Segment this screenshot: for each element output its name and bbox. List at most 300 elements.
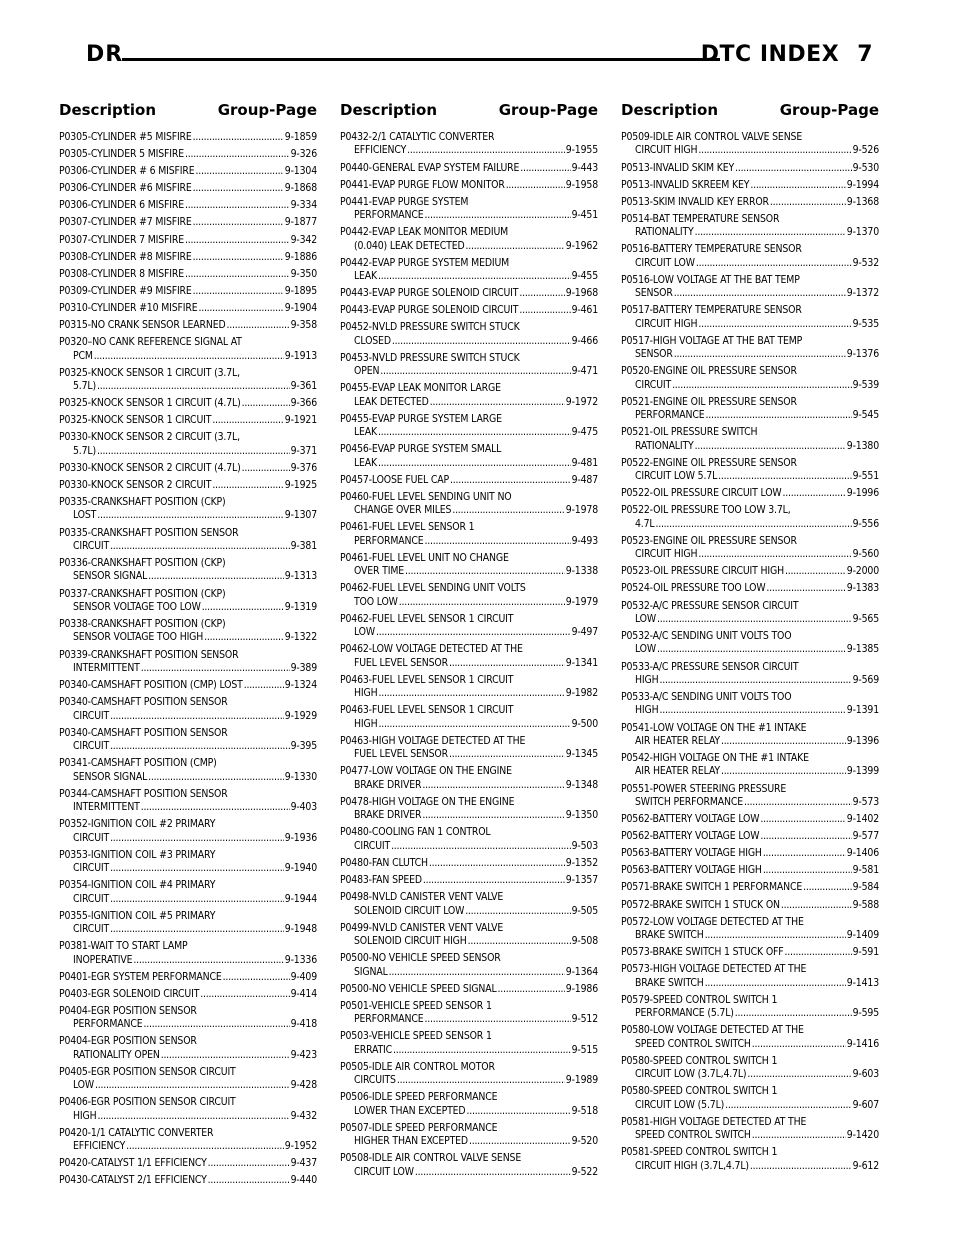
group-page-ref[interactable]: 9-1952	[284, 1140, 317, 1153]
group-page-ref[interactable]: 9-1304	[284, 165, 317, 178]
dtc-entry-line	[59, 757, 317, 770]
dtc-description: P0336-CRANKSHAFT POSITION (CKP)	[59, 557, 226, 569]
dtc-entry	[59, 1066, 317, 1093]
dtc-entry	[59, 788, 317, 815]
dtc-entry-line	[59, 971, 317, 984]
dtc-entry-line	[59, 527, 317, 540]
dtc-entry-line	[340, 1152, 598, 1165]
group-page-ref[interactable]: 9-443	[571, 161, 598, 174]
group-page-ref[interactable]: 9-503	[571, 839, 598, 852]
group-page-ref[interactable]: 9-520	[571, 1135, 598, 1148]
dtc-entry	[621, 1085, 879, 1112]
dtc-entry-continuation	[621, 409, 879, 422]
dtc-entry	[621, 457, 879, 484]
dtc-entry-line	[340, 826, 598, 839]
dot-leader	[466, 240, 565, 253]
dtc-entry-line	[59, 849, 317, 862]
group-page-ref[interactable]: 9-428	[290, 1079, 317, 1092]
group-page-ref[interactable]: 9-1370	[846, 226, 879, 239]
dtc-entry	[621, 504, 879, 531]
group-page-ref[interactable]: 9-1895	[284, 284, 317, 297]
dtc-entry-continuation	[59, 509, 317, 522]
dtc-entry-continuation	[621, 1068, 879, 1081]
dtc-description: 5.7L)	[73, 380, 96, 393]
dtc-description: P0337-CRANKSHAFT POSITION (CKP)	[59, 587, 226, 600]
group-page-ref[interactable]: 9-532	[852, 256, 879, 269]
dtc-entry	[59, 336, 317, 363]
dot-leader	[785, 946, 852, 959]
dtc-description: CHANGE OVER MILES	[354, 504, 452, 517]
group-page-ref[interactable]: 9-1929	[284, 709, 317, 722]
group-page-ref[interactable]: 9-595	[852, 1007, 879, 1020]
group-page-ref[interactable]: 9-432	[290, 1109, 317, 1122]
dtc-entry-line	[621, 994, 879, 1007]
column-header-group-page: Group-Page	[779, 101, 879, 119]
dot-leader	[144, 1018, 290, 1031]
group-page-ref[interactable]: 9-1348	[565, 778, 598, 791]
group-page-ref[interactable]: 9-556	[852, 517, 879, 530]
dtc-entry-line	[340, 321, 598, 334]
group-page-ref[interactable]: 9-508	[571, 935, 598, 948]
group-page-ref[interactable]: 9-440	[290, 1174, 317, 1187]
dot-leader	[161, 1049, 290, 1062]
dtc-entry-continuation	[621, 1129, 879, 1142]
dtc-entry-line	[59, 496, 317, 509]
dtc-description: P0463-FUEL LEVEL SENSOR 1 CIRCUIT	[340, 704, 514, 717]
group-page-ref[interactable]: 9-1982	[565, 687, 598, 700]
dot-leader	[721, 735, 846, 748]
group-page-ref[interactable]: 9-1913	[284, 349, 317, 362]
dot-leader	[725, 1099, 851, 1112]
group-page-ref[interactable]: 9-471	[571, 365, 598, 378]
dtc-entry-continuation	[340, 504, 598, 517]
group-page-ref[interactable]: 9-569	[852, 673, 879, 686]
dtc-description: P0404-EGR POSITION SENSOR	[59, 1035, 197, 1048]
dtc-entry-line	[621, 830, 879, 843]
dtc-entry-continuation	[621, 440, 879, 453]
group-page-ref[interactable]: 9-358	[290, 319, 317, 332]
group-page-ref[interactable]: 9-584	[852, 881, 879, 894]
group-page-ref[interactable]: 9-481	[571, 456, 598, 469]
group-page-ref[interactable]: 9-326	[290, 148, 317, 161]
dtc-entry-line	[59, 679, 317, 692]
dtc-entry	[621, 830, 879, 843]
dtc-entry-line	[340, 857, 598, 870]
dot-leader	[450, 474, 571, 487]
dtc-entry	[340, 1091, 598, 1118]
group-page-ref[interactable]: 9-361	[290, 380, 317, 393]
group-page-ref[interactable]: 9-414	[290, 987, 317, 1000]
dot-leader	[425, 1013, 571, 1026]
dtc-entry	[621, 847, 879, 860]
dtc-entry-line	[59, 557, 317, 570]
dtc-entry-line	[340, 1091, 598, 1104]
group-page-ref[interactable]: 9-1925	[284, 478, 317, 491]
dtc-entry-line	[340, 413, 598, 426]
group-page-ref[interactable]: 9-475	[571, 426, 598, 439]
dtc-description: P0572-LOW VOLTAGE DETECTED AT THE	[621, 915, 804, 928]
dtc-entry-continuation	[59, 1110, 317, 1123]
group-page-ref[interactable]: 9-461	[571, 304, 598, 317]
dtc-description: SENSOR VOLTAGE TOO LOW	[73, 600, 201, 613]
group-page-ref[interactable]: 9-560	[852, 548, 879, 561]
dtc-entry-line	[621, 243, 879, 256]
dtc-entry	[59, 971, 317, 984]
dtc-entry-continuation	[340, 596, 598, 609]
group-page-ref[interactable]: 9-551	[852, 470, 879, 483]
group-page-ref[interactable]: 9-1396	[846, 734, 879, 747]
group-page-ref[interactable]: 9-1413	[846, 976, 879, 989]
group-page-ref[interactable]: 9-423	[290, 1048, 317, 1061]
dot-leader	[133, 954, 283, 967]
page-header	[0, 42, 960, 76]
group-page-ref[interactable]: 9-1330	[284, 770, 317, 783]
dtc-entry-line	[621, 783, 879, 796]
dtc-entry	[340, 922, 598, 949]
dot-leader	[110, 923, 284, 936]
dtc-entry-continuation	[340, 840, 598, 853]
dot-leader	[110, 540, 290, 553]
group-page-ref[interactable]: 9-1877	[284, 216, 317, 229]
group-page-ref[interactable]: 9-1986	[565, 982, 598, 995]
group-page-ref[interactable]: 9-1979	[565, 595, 598, 608]
dtc-description: P0381-WAIT TO START LAMP	[59, 940, 188, 953]
dtc-entry-line	[621, 1085, 879, 1098]
dtc-description: BRAKE DRIVER	[354, 809, 422, 822]
dtc-description: AIR HEATER RELAY	[635, 765, 720, 778]
dtc-entry-line	[59, 696, 317, 709]
group-page-ref[interactable]: 9-535	[852, 317, 879, 330]
group-page-ref[interactable]: 9-389	[290, 661, 317, 674]
dtc-description: P0523-OIL PRESSURE CIRCUIT HIGH	[621, 565, 784, 578]
group-page-ref[interactable]: 9-1948	[284, 923, 317, 935]
dot-leader	[422, 779, 564, 792]
group-page-ref[interactable]: 9-409	[290, 970, 317, 983]
dtc-entry	[59, 588, 317, 615]
dtc-entry	[340, 474, 598, 487]
group-page-ref[interactable]: 9-334	[290, 199, 317, 212]
group-page-ref[interactable]: 9-437	[290, 1157, 317, 1170]
dtc-entry	[340, 952, 598, 979]
group-page-ref[interactable]: 9-466	[571, 334, 598, 347]
group-page-ref[interactable]: 9-607	[852, 1098, 879, 1111]
dot-leader	[659, 674, 851, 687]
group-page-ref[interactable]: 9-1402	[846, 813, 879, 826]
dtc-entry-continuation	[340, 565, 598, 578]
group-page-ref[interactable]: 9-1376	[846, 348, 879, 361]
dtc-description: BRAKE SWITCH	[635, 929, 704, 942]
group-page-ref[interactable]: 9-487	[571, 473, 598, 486]
dtc-description: P0580-SPEED CONTROL SWITCH 1	[621, 1085, 778, 1098]
group-page-ref[interactable]: 9-1978	[565, 504, 598, 517]
group-page-ref[interactable]: 9-1940	[284, 862, 317, 874]
dtc-entry	[59, 818, 317, 845]
dtc-description: P0405-EGR POSITION SENSOR CIRCUIT	[59, 1065, 236, 1078]
column-header	[340, 100, 598, 120]
group-page-ref[interactable]: 9-1868	[284, 182, 317, 195]
group-page-ref[interactable]: 9-350	[290, 267, 317, 280]
dtc-entry	[621, 600, 879, 627]
dtc-description: SIGNAL	[354, 965, 388, 978]
group-page-ref[interactable]: 9-1859	[284, 131, 317, 143]
dtc-entry-line	[621, 504, 879, 517]
dtc-entry-continuation	[59, 1140, 317, 1153]
group-page-ref[interactable]: 9-539	[852, 378, 879, 391]
group-page-ref[interactable]: 9-530	[852, 161, 879, 174]
entry-list	[340, 131, 598, 1179]
dtc-description: P0340-CAMSHAFT POSITION SENSOR	[59, 726, 228, 739]
group-page-ref[interactable]: 9-1380	[846, 439, 879, 452]
group-page-ref[interactable]: 9-512	[571, 1013, 598, 1026]
dtc-entry-line	[340, 582, 598, 595]
dtc-description: HIGH	[635, 673, 659, 686]
group-page-ref[interactable]: 9-522	[571, 1165, 598, 1178]
group-page-ref[interactable]: 9-565	[852, 612, 879, 625]
dot-leader	[785, 565, 846, 578]
group-page-ref[interactable]: 9-515	[571, 1043, 598, 1056]
dot-leader	[706, 409, 852, 422]
group-page-ref[interactable]: 9-1962	[565, 239, 598, 252]
group-page-ref[interactable]: 9-1958	[565, 178, 598, 191]
dot-leader	[185, 148, 290, 161]
dtc-entry	[59, 879, 317, 906]
group-page-ref[interactable]: 9-1391	[846, 704, 879, 717]
dtc-entry-continuation	[340, 396, 598, 409]
dtc-description: CIRCUIT	[73, 831, 110, 844]
dtc-description: P0522-OIL PRESSURE TOO LOW 3.7L,	[621, 504, 791, 517]
group-page-ref[interactable]: 9-366	[290, 397, 317, 410]
group-page-ref[interactable]: 9-591	[852, 946, 879, 959]
dtc-description: (0.040) LEAK DETECTED	[354, 239, 465, 252]
group-page-ref[interactable]: 9-518	[571, 1104, 598, 1117]
dtc-entry	[621, 335, 879, 362]
dtc-entry-line	[340, 643, 598, 656]
dtc-description: P0509-IDLE AIR CONTROL VALVE SENSE	[621, 131, 803, 143]
group-page-ref[interactable]: 9-612	[852, 1159, 879, 1172]
dtc-entry-continuation	[59, 631, 317, 644]
dtc-entry	[621, 131, 879, 158]
dot-leader	[95, 1079, 290, 1092]
dot-leader	[506, 179, 565, 192]
dtc-entry-line	[59, 727, 317, 740]
dtc-description: P0340-CAMSHAFT POSITION (CMP) LOST	[59, 679, 243, 691]
group-page-ref[interactable]: 9-526	[852, 144, 879, 157]
dot-leader	[148, 570, 284, 583]
dot-leader	[242, 462, 290, 475]
group-page-ref[interactable]: 9-1319	[284, 600, 317, 613]
dot-leader	[735, 1007, 852, 1020]
dot-leader	[466, 1105, 570, 1118]
group-page-ref[interactable]: 9-376	[290, 461, 317, 474]
group-page-ref[interactable]: 9-1972	[565, 395, 598, 408]
dtc-entry-continuation	[621, 518, 879, 531]
dtc-description: SENSOR	[635, 348, 673, 361]
group-page-ref[interactable]: 9-1324	[284, 679, 317, 691]
group-page-ref[interactable]: 9-1345	[565, 748, 598, 761]
dtc-entry	[621, 1116, 879, 1143]
group-page-ref[interactable]: 9-1416	[846, 1037, 879, 1050]
group-page-ref[interactable]: 9-1886	[284, 250, 317, 263]
group-page-ref[interactable]: 9-1350	[565, 809, 598, 822]
dtc-entry-continuation	[340, 626, 598, 639]
dtc-entry	[621, 994, 879, 1021]
group-page-ref[interactable]: 9-1994	[846, 178, 879, 191]
dtc-entry	[621, 565, 879, 578]
dot-leader	[380, 365, 570, 378]
dtc-description: P0440-GENERAL EVAP SYSTEM FAILURE	[340, 161, 520, 174]
group-page-ref[interactable]: 9-1420	[846, 1129, 879, 1142]
dtc-description: CIRCUIT HIGH	[635, 548, 698, 561]
group-page-ref[interactable]: 9-1944	[284, 892, 317, 905]
dtc-description: RATIONALITY	[635, 226, 694, 239]
group-page-ref[interactable]: 9-1996	[846, 487, 879, 500]
group-page-ref[interactable]: 9-371	[290, 444, 317, 457]
dtc-entry	[59, 757, 317, 784]
dot-leader	[185, 234, 290, 247]
dtc-description: SOLENOID CIRCUIT LOW	[354, 904, 465, 917]
dtc-entry	[59, 557, 317, 584]
group-page-ref[interactable]: 9-451	[571, 209, 598, 222]
group-page-ref[interactable]: 9-1364	[565, 965, 598, 978]
dtc-entry	[340, 196, 598, 223]
group-page-ref[interactable]: 9-1313	[284, 570, 317, 583]
group-page-ref[interactable]: 9-581	[852, 864, 879, 877]
dtc-description: CIRCUIT	[635, 378, 672, 391]
dtc-description: SWITCH PERFORMANCE	[635, 795, 744, 808]
group-page-ref[interactable]: 9-418	[290, 1018, 317, 1031]
group-page-ref[interactable]: 9-1936	[284, 831, 317, 844]
dtc-description: CIRCUIT	[73, 862, 110, 874]
dtc-description: P0478-HIGH VOLTAGE ON THE ENGINE	[340, 795, 515, 808]
dot-leader	[698, 144, 851, 157]
dot-leader	[223, 971, 290, 984]
dtc-description: PERFORMANCE	[354, 534, 424, 547]
dtc-entry-continuation	[340, 144, 598, 157]
group-page-ref[interactable]: 9-403	[290, 801, 317, 813]
dtc-entry	[59, 910, 317, 937]
group-page-ref[interactable]: 9-1338	[565, 565, 598, 578]
dtc-entry	[621, 881, 879, 894]
group-page-ref[interactable]: 9-455	[571, 270, 598, 283]
group-page-ref[interactable]: 9-1968	[565, 287, 598, 300]
group-page-ref[interactable]: 9-1307	[284, 509, 317, 522]
group-page-ref[interactable]: 9-395	[290, 740, 317, 752]
dot-leader	[766, 582, 845, 595]
dtc-entry-line	[59, 649, 317, 662]
group-page-ref[interactable]: 9-573	[852, 795, 879, 808]
dtc-entry-continuation	[621, 548, 879, 561]
group-page-ref[interactable]: 9-1921	[284, 414, 317, 427]
group-page-ref[interactable]: 9-1357	[565, 874, 598, 887]
group-page-ref[interactable]: 9-505	[571, 904, 598, 917]
dtc-description: LOW	[635, 643, 656, 656]
group-page-ref[interactable]: 9-342	[290, 233, 317, 246]
group-page-ref[interactable]: 9-2000	[846, 565, 879, 578]
group-page-ref[interactable]: 9-1368	[846, 195, 879, 208]
dtc-description: P0517-BATTERY TEMPERATURE SENSOR	[621, 304, 802, 317]
group-page-ref[interactable]: 9-1955	[565, 144, 598, 157]
dtc-description: P0533-A/C SENDING UNIT VOLTS TOO	[621, 691, 792, 704]
dtc-entry	[621, 864, 879, 877]
dtc-entry-line	[621, 582, 879, 595]
group-page-ref[interactable]: 9-1399	[846, 765, 879, 778]
dot-leader	[698, 318, 851, 331]
dtc-entry	[59, 1035, 317, 1062]
header-title-block	[701, 42, 873, 67]
group-page-ref[interactable]: 9-500	[571, 717, 598, 730]
group-page-ref[interactable]: 9-588	[852, 898, 879, 911]
dtc-description: PERFORMANCE (5.7L)	[635, 1007, 734, 1020]
dot-leader	[97, 1110, 289, 1123]
dtc-entry-line	[621, 131, 879, 144]
dtc-entry-continuation	[59, 862, 317, 875]
dtc-entry-continuation	[340, 905, 598, 918]
dtc-entry-line	[340, 891, 598, 904]
dtc-description: P0306-CYLINDER # 6 MISFIRE	[59, 165, 195, 178]
dot-leader	[449, 657, 565, 670]
dot-leader	[212, 479, 283, 492]
group-page-ref[interactable]: 9-1383	[846, 582, 879, 595]
dtc-description: SOLENOID CIRCUIT HIGH	[354, 935, 467, 948]
dtc-entry-continuation	[621, 765, 879, 778]
dtc-entry	[340, 413, 598, 440]
dtc-entry-continuation	[621, 257, 879, 270]
dot-leader	[193, 285, 284, 298]
group-page-ref[interactable]: 9-1904	[284, 301, 317, 314]
dtc-description: 5.7L)	[73, 444, 96, 457]
group-page-ref[interactable]: 9-1322	[284, 631, 317, 644]
group-page-ref[interactable]: 9-1341	[565, 656, 598, 669]
dtc-description: P0455-EVAP LEAK MONITOR LARGE	[340, 382, 501, 395]
group-page-ref[interactable]: 9-493	[571, 534, 598, 547]
dtc-entry-line	[340, 922, 598, 935]
group-page-ref[interactable]: 9-381	[290, 539, 317, 552]
dot-leader	[744, 796, 852, 809]
dot-leader	[770, 196, 846, 209]
dtc-description: P0516-BATTERY TEMPERATURE SENSOR	[621, 243, 802, 256]
dtc-description: P0441-EVAP PURGE SYSTEM	[340, 195, 469, 208]
dtc-description: SENSOR VOLTAGE TOO HIGH	[73, 631, 204, 644]
group-page-ref[interactable]: 9-497	[571, 626, 598, 639]
dtc-entry	[621, 661, 879, 688]
group-page-ref[interactable]: 9-1336	[284, 953, 317, 966]
dtc-description: CLOSED	[354, 334, 391, 347]
group-page-ref[interactable]: 9-577	[852, 830, 879, 843]
dtc-description: AIR HEATER RELAY	[635, 734, 720, 747]
group-page-ref[interactable]: 9-1406	[846, 847, 879, 860]
dtc-description: P0500-NO VEHICLE SPEED SENSOR	[340, 952, 501, 965]
group-page-ref[interactable]: 9-1372	[846, 287, 879, 300]
dtc-entry-continuation	[621, 977, 879, 990]
group-page-ref[interactable]: 9-1385	[846, 643, 879, 656]
group-page-ref[interactable]: 9-1352	[565, 856, 598, 869]
dot-leader	[657, 643, 846, 656]
dtc-description: CIRCUIT	[73, 892, 110, 905]
dtc-description: LOST	[73, 509, 97, 522]
dtc-description: CIRCUITS	[354, 1074, 396, 1087]
group-page-ref[interactable]: 9-545	[852, 409, 879, 422]
dot-leader	[227, 319, 290, 332]
dtc-entry-line	[340, 874, 598, 887]
dtc-description: P0443-EVAP PURGE SOLENOID CIRCUIT	[340, 304, 519, 317]
dot-leader	[519, 304, 570, 317]
group-page-ref[interactable]: 9-1989	[565, 1074, 598, 1087]
group-page-ref[interactable]: 9-1409	[846, 929, 879, 942]
dtc-description: P0456-EVAP PURGE SYSTEM SMALL	[340, 443, 502, 456]
dtc-description: P0562-BATTERY VOLTAGE LOW	[621, 830, 760, 843]
group-page-ref[interactable]: 9-603	[852, 1068, 879, 1081]
dtc-entry	[59, 216, 317, 229]
